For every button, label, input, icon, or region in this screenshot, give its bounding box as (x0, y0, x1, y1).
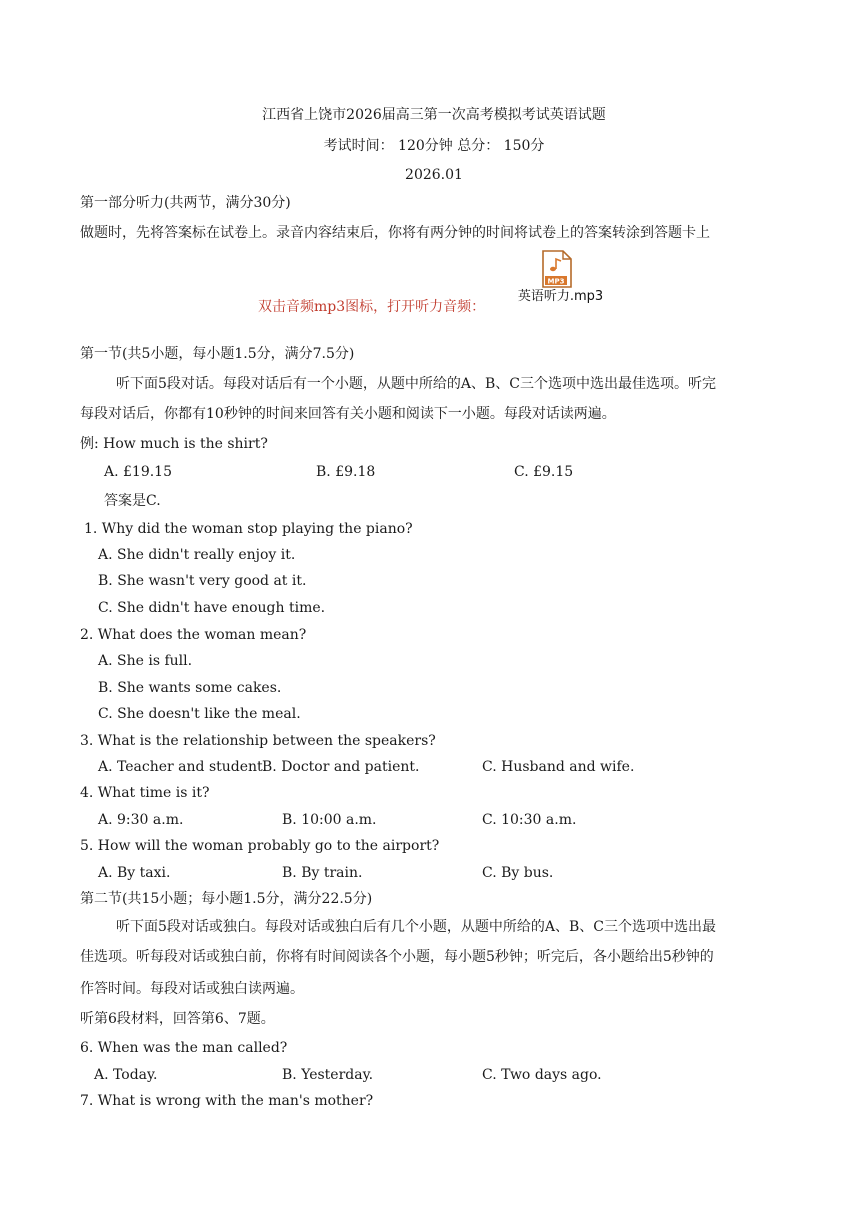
q5-option-c: C. By bus. (482, 865, 554, 881)
section1-instruction-line2: 每段对话后，你都有10秒钟的时间来回答有关小题和阅读下一小题。每段对话读两遍。 (80, 406, 616, 422)
section2-heading: 第二节(共15小题；每小题1.5分，满分22.5分) (80, 891, 373, 907)
mp3-file-icon[interactable] (541, 250, 573, 288)
q6-option-c: C. Two days ago. (482, 1067, 602, 1083)
example-option-a: A. £19.15 (104, 464, 172, 480)
question-2: 2. What does the woman mean? (80, 627, 307, 643)
audio-file-label[interactable]: 英语听力.mp3 (517, 289, 604, 304)
section2-instruction-line3: 作答时间。每段对话或独白读两遍。 (80, 981, 304, 997)
q2-option-b: B. She wants some cakes. (98, 680, 282, 696)
section2-instruction-line1: 听下面5段对话或独白。每段对话或独白后有几个小题，从题中所给的A、B、C三个选项中选出最 (116, 919, 717, 935)
part1-instruction: 做题时，先将答案标在试卷上。录音内容结束后，你将有两分钟的时间将试卷上的答案转涂到答题卡上 (80, 225, 710, 241)
audio-prompt: 双击音频mp3图标，打开听力音频： (258, 299, 486, 315)
exam-date: 2026.01 (405, 167, 463, 183)
example-question: 例: How much is the shirt? (80, 436, 268, 452)
exam-title: 江西省上饶市2026届高三第一次高考模拟考试英语试题 (262, 107, 606, 123)
q3-option-c: C. Husband and wife. (482, 759, 635, 775)
q1-option-c: C. She didn't have enough time. (98, 600, 326, 616)
question-3: 3. What is the relationship between the speakers? (80, 733, 436, 749)
example-option-c: C. £9.15 (514, 464, 574, 480)
material-6-heading: 听第6段材料，回答第6、7题。 (80, 1011, 275, 1027)
question-5: 5. How will the woman probably go to the airport? (80, 838, 440, 854)
section1-instruction-line1: 听下面5段对话。每段对话后有一个小题，从题中所给的A、B、C三个选项中选出最佳选项。听完 (116, 376, 717, 392)
q3-option-b: B. Doctor and patient. (262, 759, 420, 775)
audio-file-attachment[interactable] (513, 250, 608, 310)
example-answer: 答案是C. (104, 493, 161, 509)
question-1: 1. Why did the woman stop playing the piano? (84, 521, 413, 537)
q1-option-b: B. She wasn't very good at it. (98, 573, 307, 589)
q6-option-a: A. Today. (94, 1067, 158, 1083)
q3-option-a: A. Teacher and student. (98, 759, 268, 775)
q4-option-c: C. 10:30 a.m. (482, 812, 577, 828)
section1-heading: 第一节(共5小题，每小题1.5分，满分7.5分) (80, 346, 355, 362)
q5-option-b: B. By train. (282, 865, 363, 881)
q4-option-a: A. 9:30 a.m. (98, 812, 184, 828)
example-option-b: B. £9.18 (316, 464, 376, 480)
q6-option-b: B. Yesterday. (282, 1067, 374, 1083)
question-4: 4. What time is it? (80, 785, 210, 801)
question-7: 7. What is wrong with the man's mother? (80, 1093, 374, 1109)
q5-option-a: A. By taxi. (98, 865, 171, 881)
exam-info: 考试时间： 120分钟 总分： 150分 (323, 138, 545, 154)
question-6: 6. When was the man called? (80, 1040, 288, 1056)
section2-instruction-line2: 佳选项。听每段对话或独白前，你将有时间阅读各个小题，每小题5秒钟；听完后，各小题给出5秒钟的 (80, 949, 714, 965)
part1-heading: 第一部分听力(共两节，满分30分) (80, 195, 291, 211)
q1-option-a: A. She didn't really enjoy it. (98, 547, 296, 563)
q2-option-c: C. She doesn't like the meal. (98, 706, 301, 722)
q2-option-a: A. She is full. (98, 653, 193, 669)
mp3-icon-text: MP3 (547, 277, 565, 286)
q4-option-b: B. 10:00 a.m. (282, 812, 377, 828)
